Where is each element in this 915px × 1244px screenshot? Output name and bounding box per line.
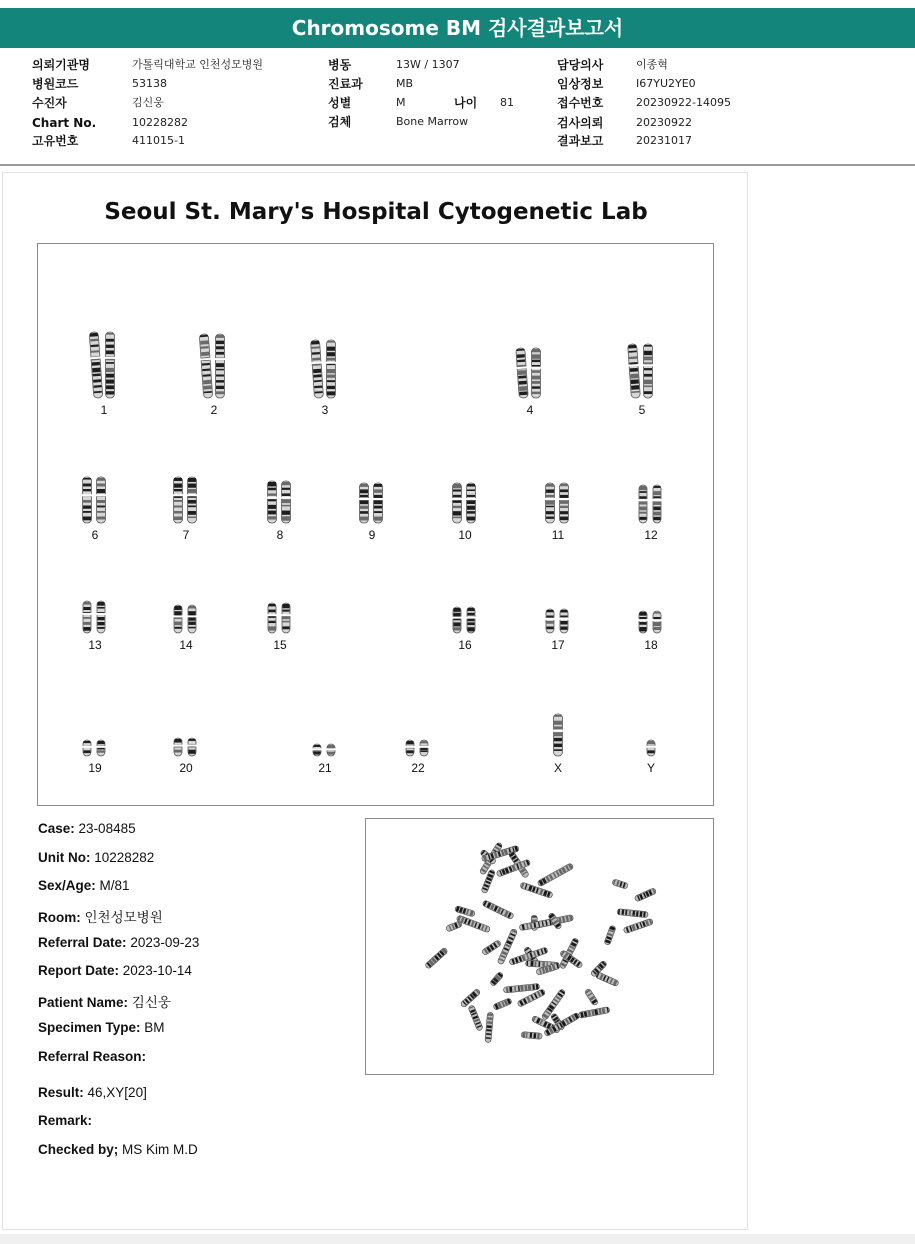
meta-field-doctor: 담당의사 이종혁 — [557, 58, 668, 72]
chromosome-glyph — [166, 476, 206, 524]
case-info-referral-reason: Referral Reason: — [38, 1049, 147, 1064]
chromosome-pair-22 — [388, 739, 448, 775]
case-info-case: Case: 23-08485 — [38, 821, 136, 836]
chromosome-pair-18 — [621, 610, 681, 652]
chromosome-pair-20 — [156, 737, 216, 775]
meta-field-sex: 성별 M — [328, 96, 406, 110]
meta-field-receipt-no: 접수번호 20230922-14095 — [557, 96, 731, 110]
chromosome-glyph — [622, 343, 662, 399]
meta-field-clinical-info: 임상정보 I67YU2YE0 — [557, 77, 696, 91]
chromosome-pair-17 — [528, 608, 588, 652]
chromosome-pair-6 — [65, 476, 125, 542]
meta-field-specimen: 검체 Bone Marrow — [328, 115, 469, 129]
chromosome-number-label: 17 — [551, 638, 565, 652]
meta-field-institution: 의뢰기관명 가톨릭대학교 인천성모병원 — [32, 58, 264, 72]
chromosome-number-label: 1 — [100, 403, 108, 417]
cytogenetic-report — [2, 172, 748, 1230]
metaphase-spread-graphic — [366, 819, 713, 1074]
chromosome-pair-2 — [184, 333, 244, 417]
meta-field-chart-no: Chart No. 10228282 — [32, 116, 188, 130]
chromosome-pair-13 — [65, 600, 125, 652]
case-info-unit-no: Unit No: 10228282 — [38, 850, 155, 865]
chromosome-number-label: 5 — [638, 403, 646, 417]
chromosome-number-label: 6 — [91, 528, 99, 542]
chromosome-number-label: 18 — [644, 638, 658, 652]
meta-field-patient: 수진자 김신웅 — [32, 96, 164, 110]
chromosome-number-label: 13 — [88, 638, 102, 652]
chromosome-glyph — [260, 480, 300, 524]
chromosome-glyph — [75, 476, 115, 524]
patient-meta-section — [0, 52, 915, 164]
meta-field-ward: 병동 13W / 1307 — [328, 58, 460, 72]
chromosome-pair-12 — [621, 484, 681, 542]
case-info-specimen-type: Specimen Type: BM — [38, 1020, 165, 1035]
chromosome-glyph — [84, 331, 124, 399]
case-info-result: Result: 46,XY[20] — [38, 1085, 147, 1100]
chromosome-glyph — [631, 739, 671, 757]
chromosome-pair-y — [621, 739, 681, 775]
chromosome-pair-11 — [528, 482, 588, 542]
chromosome-glyph — [398, 739, 438, 757]
chromosome-pair-15 — [250, 602, 310, 652]
meta-field-age: 나이 81 — [454, 96, 514, 110]
chromosome-number-label: 19 — [88, 761, 102, 775]
chromosome-number-label: 16 — [458, 638, 472, 652]
chromosome-pair-5 — [612, 343, 672, 417]
meta-field-department: 진료과 MB — [328, 77, 414, 91]
chromosome-glyph — [75, 739, 115, 757]
chromosome-number-label: 21 — [318, 761, 332, 775]
chromosome-glyph — [260, 602, 300, 634]
chromosome-number-label: 10 — [458, 528, 472, 542]
chromosome-number-label: 8 — [276, 528, 284, 542]
chromosome-pair-3 — [295, 339, 355, 417]
chromosome-pair-21 — [295, 743, 355, 775]
chromosome-glyph — [538, 608, 578, 634]
chromosome-glyph — [166, 737, 206, 757]
chromosome-number-label: 11 — [551, 528, 565, 542]
chromosome-number-label: 7 — [182, 528, 190, 542]
case-info-checked-by: Checked by; MS Kim M.D — [38, 1142, 198, 1157]
chromosome-glyph — [305, 743, 345, 757]
chromosome-glyph — [538, 482, 578, 524]
meta-field-unique-no: 고유번호 411015-1 — [32, 134, 185, 148]
karyotype-panel — [37, 243, 714, 806]
chromosome-number-label: 14 — [179, 638, 193, 652]
chromosome-number-label: 2 — [210, 403, 218, 417]
chromosome-glyph — [166, 604, 206, 634]
meta-field-result-date: 결과보고 20231017 — [557, 134, 692, 148]
chromosome-pair-14 — [156, 604, 216, 652]
chromosome-number-label: 12 — [644, 528, 658, 542]
chromosome-glyph — [631, 610, 671, 634]
chromosome-number-label: 3 — [321, 403, 329, 417]
chromosome-glyph — [538, 713, 578, 757]
chromosome-glyph — [194, 333, 234, 399]
chromosome-glyph — [445, 482, 485, 524]
meta-field-hospital-code: 병원코드 53138 — [32, 77, 167, 91]
chromosome-glyph — [305, 339, 345, 399]
chromosome-pair-x — [528, 713, 588, 775]
report-title: Seoul St. Mary's Hospital Cytogenetic Lab — [104, 199, 648, 225]
chromosome-pair-10 — [435, 482, 495, 542]
chromosome-number-label: 22 — [411, 761, 425, 775]
chromosome-pair-7 — [156, 476, 216, 542]
chromosome-pair-9 — [342, 482, 402, 542]
meta-divider — [0, 164, 915, 166]
case-info-referral-date: Referral Date: 2023-09-23 — [38, 935, 200, 950]
chromosome-pair-1 — [74, 331, 134, 417]
case-info-patient-name: Patient Name: 김신웅 — [38, 995, 171, 1010]
chromosome-number-label: 9 — [368, 528, 376, 542]
chromosome-number-label: X — [553, 761, 562, 775]
chromosome-pair-8 — [250, 480, 310, 542]
chromosome-glyph — [631, 484, 671, 524]
chromosome-number-label: 15 — [273, 638, 287, 652]
chromosome-number-label: 4 — [526, 403, 534, 417]
report-header-banner — [0, 8, 915, 48]
metaphase-spread-image — [365, 818, 714, 1075]
chromosome-pair-4 — [500, 347, 560, 417]
chromosome-pair-19 — [65, 739, 125, 775]
case-info-remark: Remark: — [38, 1113, 93, 1128]
chromosome-number-label: Y — [646, 761, 655, 775]
chromosome-glyph — [445, 606, 485, 634]
page-bottom-bar — [0, 1234, 915, 1244]
report-header-title: Chromosome BM 검사결과보고서 — [291, 16, 624, 40]
chromosome-glyph — [75, 600, 115, 634]
case-info-room: Room: 인천성모병원 — [38, 910, 163, 925]
chromosome-glyph — [510, 347, 550, 399]
case-info-report-date: Report Date: 2023-10-14 — [38, 963, 192, 978]
case-info-sex-age: Sex/Age: M/81 — [38, 878, 130, 893]
chromosome-number-label: 20 — [179, 761, 193, 775]
meta-field-request-date: 검사의뢰 20230922 — [557, 116, 692, 130]
chromosome-pair-16 — [435, 606, 495, 652]
chromosome-glyph — [352, 482, 392, 524]
